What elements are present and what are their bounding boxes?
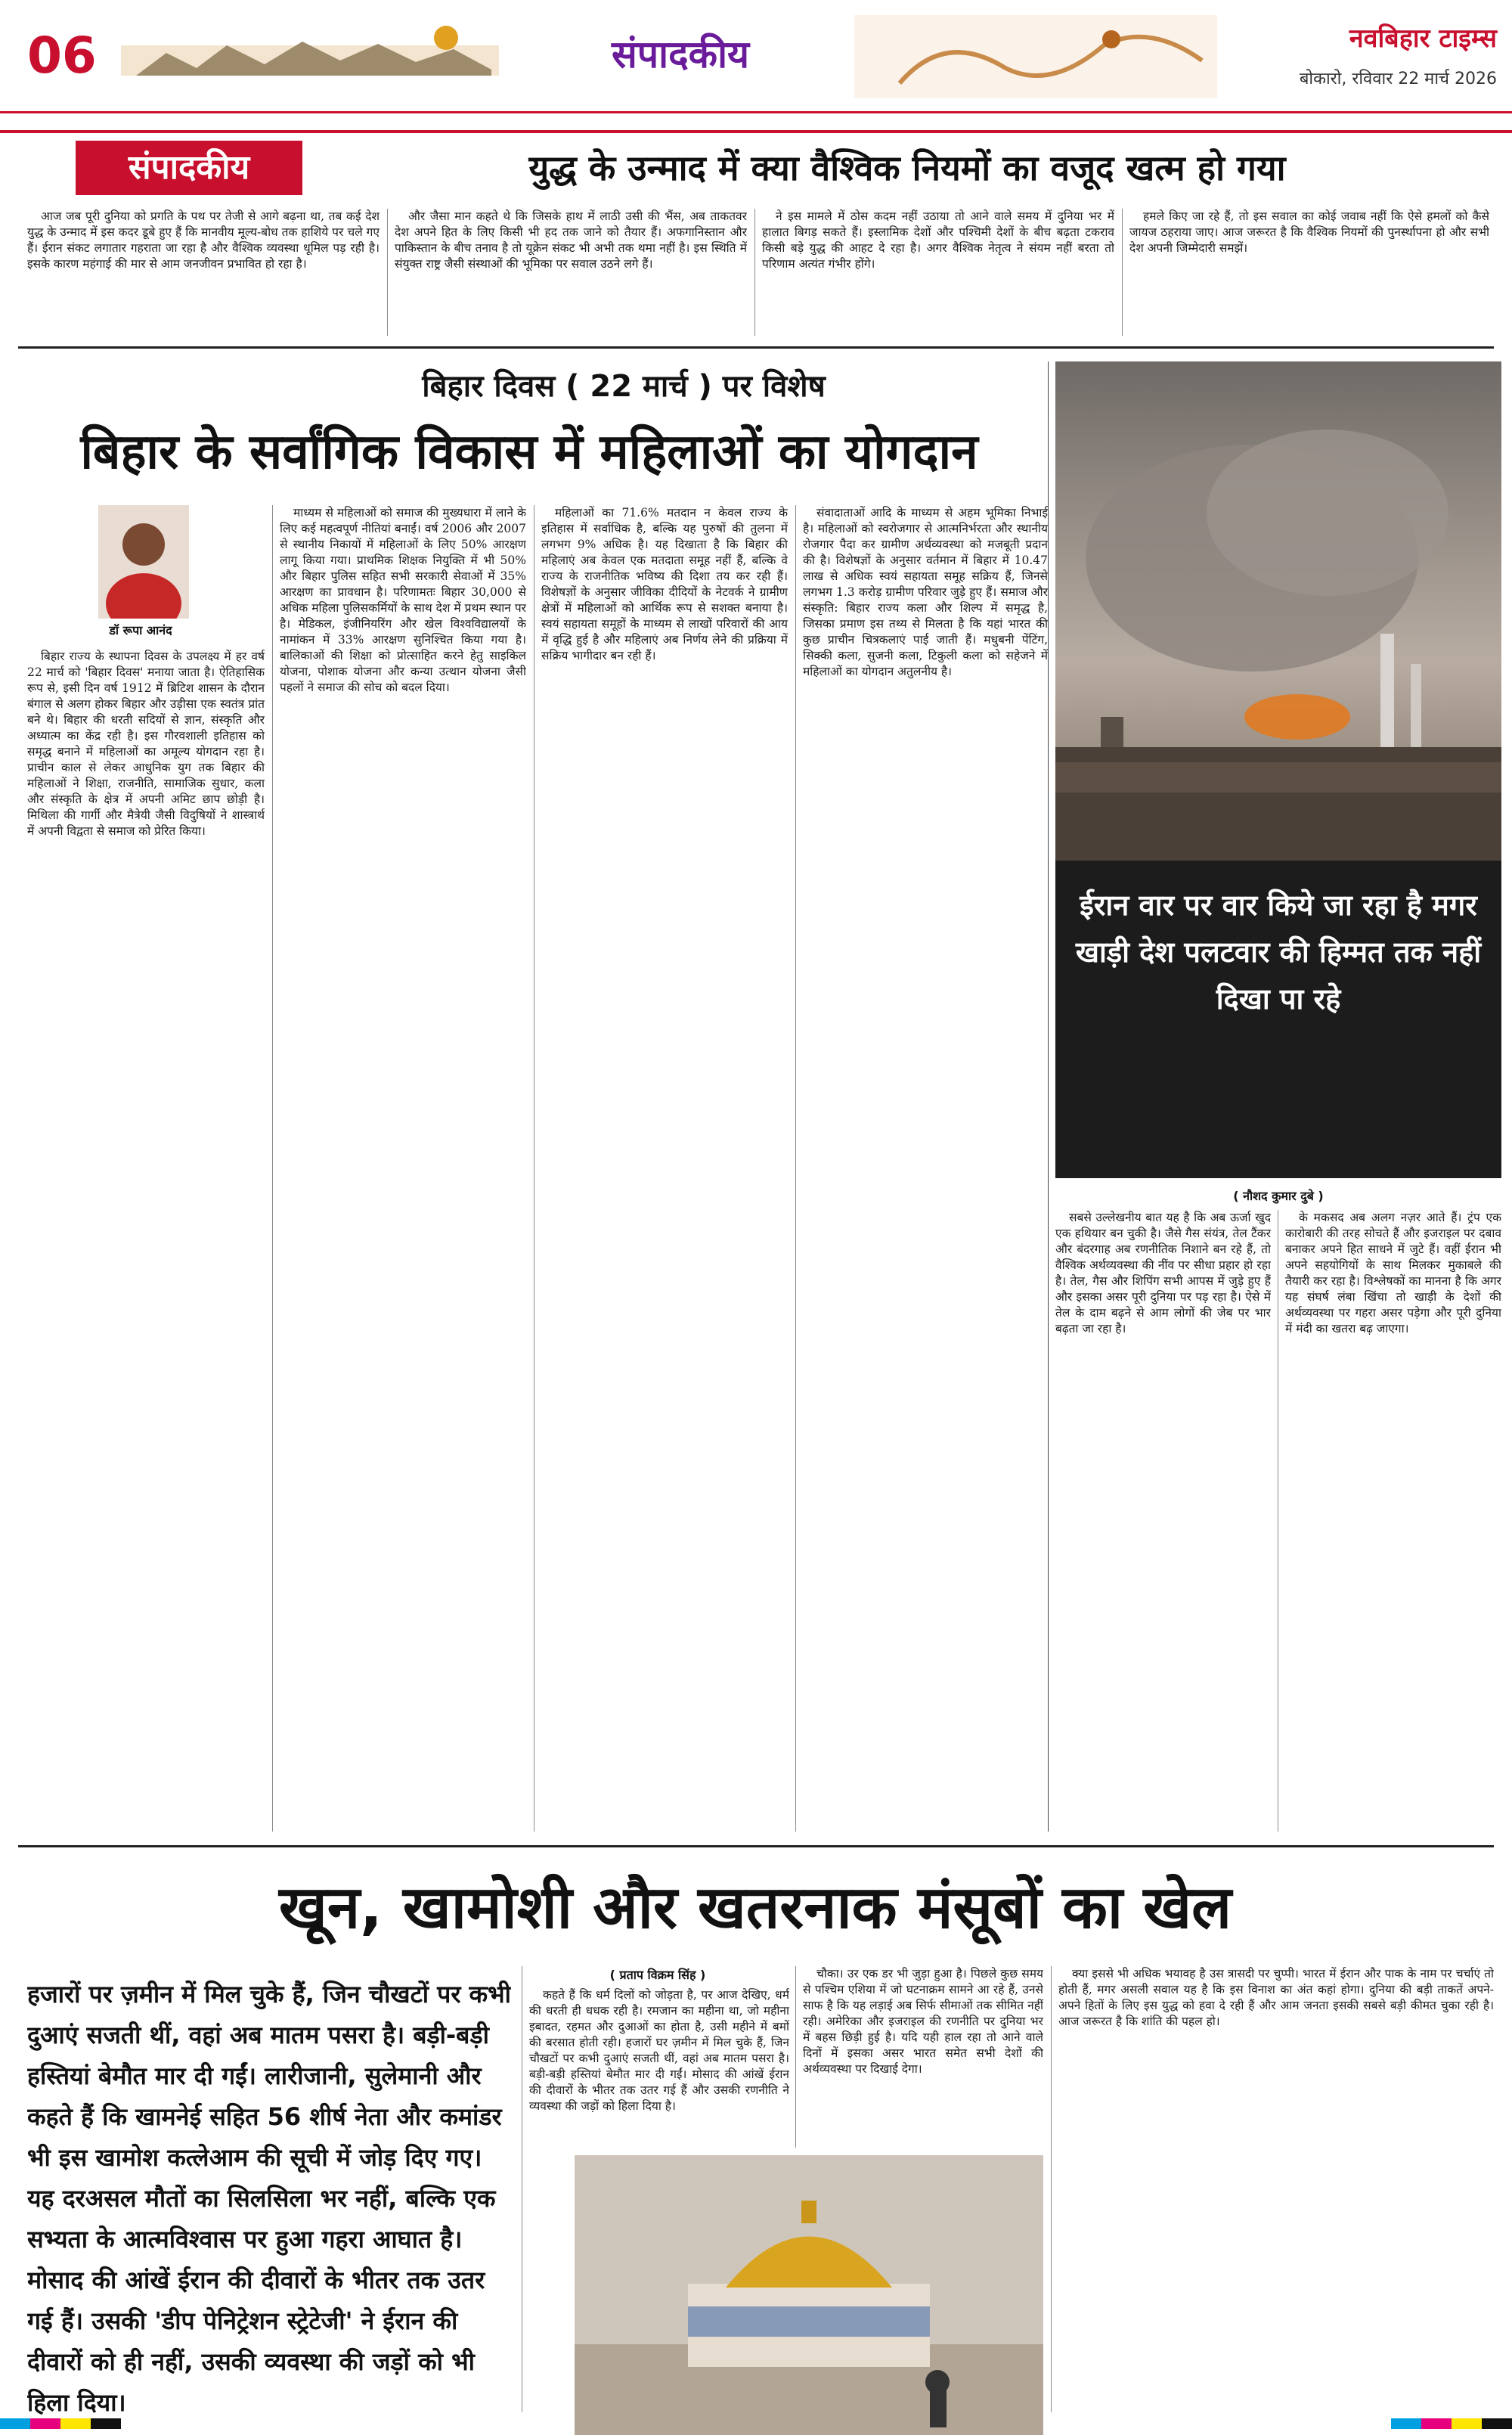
author-photo bbox=[98, 505, 189, 619]
registration-strip bbox=[0, 2417, 1512, 2430]
feature-kicker: बिहार दिवस ( 22 मार्च ) पर विशेष bbox=[422, 369, 826, 404]
column-divider bbox=[1122, 209, 1123, 336]
editorial-headline: युद्ध के उन्माद में क्या वैश्विक नियमों का वजूद खत्म हो गया bbox=[528, 147, 1286, 188]
bottom-pullquote: हजारों पर ज़मीन में मिल चुके हैं, जिन चौखटों पर कभी दुआएं सजती थीं, वहां अब मातम पसरा है। बड़ी-बड़ी हस्तियां बेमौत मार दी गईं। लारीजानी, सुलेमानी और कहते हैं कि खामनेई सहित 56 शीर्ष नेता और कमांडर भी इस खामोश कत्लेआम की सूची में जोड़ दिए गए। यह दरअसल मौतों का सिलसिला भर नहीं, बल्कि एक सभ्यता के आत्मविश्वास पर हुआ गहरा आघात है। मोसाद की आंखें ईरान की दीवारों के भीतर तक उतर गई हैं। उसकी 'डीप पेनिट्रेशन स्ट्रेटेजी' ने ईरान की दीवारों को ही नहीं, उसकी व्यवस्था की जड़ों को भी हिला दिया। bbox=[27, 1980, 511, 2417]
editorial-column-2: और जैसा मान कहते थे कि जिसके हाथ में लाठी उसी की भैंस, अब ताकतवर देश अपने हित के लिए किसी भी हद तक जाने को तैयार हैं। अफगानिस्तान और पाकिस्तान के बीच तनाव है तो यूक्रेन संकट भी अभी तक थमा नहीं है। इस स्थिति में संयुक्त राष्ट्र जैसी संस्थाओं की भूमिका पर सवाल उठने लगे हैं। bbox=[395, 209, 747, 271]
masthead-figure-icon bbox=[854, 15, 1217, 98]
author-name: डॉ रूपा आनंद bbox=[109, 623, 172, 637]
dome-of-rock-photo bbox=[575, 2155, 1043, 2435]
column-divider bbox=[387, 209, 388, 336]
iran-column-1: सबसे उल्लेखनीय बात यह है कि अब ऊर्जा खुद एक हथियार बन चुकी है। जैसे गैस संयंत्र, तेल टैंकर और बंदरगाह अब रणनीतिक निशाने बन रहे हैं, तो वैश्विक अर्थव्यवस्था की नींव पर सीधा प्रहार हो रहा है। तेल, गैस और शिपिंग सभी आपस में जुड़े हुए हैं और इसका असर पूरी दुनिया पर पड़ रहा है। ऐसे में तेल के दाम बढ़ने से आम लोगों की जेब पर भार बढ़ता जा रहा है। bbox=[1055, 1211, 1271, 1335]
iran-war-photo bbox=[1055, 361, 1501, 861]
masthead-decoration-icon bbox=[121, 15, 499, 98]
bottom-story-rule bbox=[18, 1845, 1494, 1847]
editorial-column-4: हमले किए जा रहे हैं, तो इस सवाल का कोई जवाब नहीं कि ऐसे हमलों को कैसे जायज ठहराया जाए। आज जरूरत है कि वैश्विक नियमों की पुनर्स्थापना हो और सभी देश अपनी जिम्मेदारी समझें। bbox=[1129, 209, 1489, 255]
editorial-top-rule bbox=[0, 130, 1512, 133]
section-title: संपादकीय bbox=[611, 33, 750, 76]
author-portrait-icon bbox=[98, 505, 189, 619]
column-divider bbox=[754, 209, 755, 336]
feature-headline: बिहार के सर्वांगिक विकास में महिलाओं का योगदान bbox=[80, 424, 978, 480]
editorial-column-3: ने इस मामले में ठोस कदम नहीं उठाया तो आने वाले समय में दुनिया भर में हालात बिगड़ सकते हैं। इस्लामिक देशों और पश्चिमी देशों के बीच बढ़ता टकराव किसी बड़े युद्ध की आहट दे रहा है। अगर वैश्विक नेतृत्व ने संयम नहीं बरता तो परिणाम अत्यंत गंभीर होंगे। bbox=[762, 209, 1114, 271]
column-divider bbox=[795, 505, 796, 1832]
masthead bbox=[0, 0, 1512, 113]
bottom-column-1: कहते हैं कि धर्म दिलों को जोड़ता है, पर आज देखिए, धर्म की धरती ही धधक रही है। रमजान का महीना था, जो महीना इबादत, रहमत और दुआओं का होता है, उसी महीने में बमों की बरसात होती रही। हजारों घर ज़मीन में मिल चुके हैं, जिन चौखटों पर कभी दुआएं सजती थीं, वहां अब मातम पसरा है। बड़ी-बड़ी हस्तियां बेमौत मार दी गईं। मोसाद की आंखें ईरान की दीवारों के भीतर तक उतर गई हैं और उसकी रणनीति ने व्यवस्था की जड़ों को हिला दिया है। bbox=[529, 1988, 789, 2113]
bottom-column-2: चौका। उर एक डर भी जुड़ा हुआ है। पिछले कुछ समय से पश्चिम एशिया में जो घटनाक्रम सामने आ रहे हैं, उनसे साफ है कि यह लड़ाई अब सिर्फ सीमाओं तक सीमित नहीं रही। अमेरिका और इजराइल की रणनीति पर दुनिया भर में बहस छिड़ी हुई है। यदि यही हाल रहा तो आने वाले दिनों में इसका असर भारत समेत सभी देशों की अर्थव्यवस्था पर दिखाई देगा। bbox=[803, 1967, 1043, 2076]
editorial-column-1: आज जब पूरी दुनिया को प्रगति के पथ पर तेजी से आगे बढ़ना था, तब कई देश युद्ध के उन्माद में इस कदर डूबे हुए हैं कि मानवीय मूल्य-बोध तक हाशिये पर चले गए हैं। ईरान संकट लगातार गहराता जा रहा है और वैश्विक व्यवस्था धूमिल पड़ रही है। इसके कारण महंगाई की मार से आम जनजीवन प्रभावित हो रहा है। bbox=[27, 209, 380, 271]
column-divider bbox=[272, 505, 273, 1832]
iran-headline: ईरान वार पर वार किये जा रहा है मगर खाड़ी देश पलटवार की हिम्मत तक नहीं दिखा पा रहे bbox=[1055, 861, 1501, 1178]
dateline: बोकारो, रविवार 22 मार्च 2026 bbox=[1299, 70, 1497, 88]
feature-column-4: संवादाताओं आदि के माध्यम से अहम भूमिका निभाई है। महिलाओं को स्वरोजगार से आत्मनिर्भरता और स्थानीय रोजगार पैदा कर ग्रामीण अर्थव्यवस्था को मजबूती प्रदान की है। विशेषज्ञों के अनुसार वर्तमान में बिहार में 10.47 लाख से अधिक स्वयं सहायता समूह सक्रिय हैं, जिनसे लगभग 1.3 करोड़ ग्रामीण परिवार जुड़े हुए हैं। समाज और संस्कृति: बिहार राज्य कला और शिल्प में समृद्ध है, जिसका प्रमाण इस तथ्य से मिलता है कि यहां भारत की कुछ प्राचीन चित्रकलाएं पाई जाती हैं। मधुबनी पेंटिंग, सिक्की कला, सुजनी कला, टिकुली कला को सहेजने में महिलाओं का योगदान अतुलनीय है। bbox=[803, 506, 1048, 678]
smoke-skyline-icon bbox=[1055, 361, 1501, 861]
section-divider bbox=[1048, 361, 1049, 1832]
editorial-label: संपादकीय bbox=[76, 141, 302, 195]
iran-byline: ( नौशद कुमार दुबे ) bbox=[1233, 1189, 1324, 1203]
feature-column-3: महिलाओं का 71.6% मतदान न केवल राज्य के इतिहास में सर्वाधिक है, बल्कि यह पुरुषों की तुलना में लगभग 9% अधिक है। यह दिखाता है कि बिहार की महिलाएं अब केवल एक मतदाता समूह नहीं हैं, बल्कि वे राज्य के राजनीतिक भविष्य की दिशा तय कर रही हैं। विशेषज्ञों के अनुसार जीविका दीदियों के नेटवर्क ने ग्रामीण क्षेत्रों में महिलाओं को आर्थिक रूप से सशक्त बनाया है। स्वयं सहायता समूहों के माध्यम से लाखों परिवारों की आय में वृद्धि हुई है और महिलाएं अब निर्णय लेने की प्रक्रिया में सक्रिय भागीदार बन रही हैं। bbox=[541, 506, 788, 662]
feature-column-1: बिहार राज्य के स्थापना दिवस के उपलक्ष्य में हर वर्ष 22 मार्च को 'बिहार दिवस' मनाया जाता है। ऐतिहासिक रूप से, इसी दिन वर्ष 1912 में ब्रिटिश शासन के दौरान बंगाल से अलग होकर बिहार और उड़ीसा एक स्वतंत्र प्रांत बने थे। बिहार की धरती सदियों से ज्ञान, संस्कृति और अध्यात्म का केंद्र रही है। इस गौरवशाली इतिहास को समृद्ध बनाने में महिलाओं का अमूल्य योगदान रहा है। प्राचीन काल से लेकर आधुनिक युग तक बिहार की महिलाओं ने शिक्षा, राजनीति, सामाजिक सुधार, कला और संस्कृति के क्षेत्र में अपनी अमिट छाप छोड़ी है। मिथिला की गार्गी और मैत्रेयी जैसी विदुषियों ने शास्त्रार्थ में अपनी विद्वता से समाज को प्रेरित किया। bbox=[27, 650, 265, 838]
feature-column-2: माध्यम से महिलाओं को समाज की मुख्यधारा में लाने के लिए कई महत्वपूर्ण नीतियां बनाईं। वर्ष 2006 और 2007 से स्थानीय निकायों में महिलाओं के लिए 50% आरक्षण लागू किया गया। प्राथमिक शिक्षक नियुक्ति में भी 50% और बिहार पुलिस सहित सभी सरकारी सेवाओं में 35% आरक्षण का प्रावधान है। परिणामतः बिहार 30,000 से अधिक महिला पुलिसकर्मियों के साथ देश में प्रथम स्थान पर है। मेडिकल, इंजीनियरिंग और खेल विश्वविद्यालयों के नामांकन में 33% आरक्षण सुनिश्चित किया गया है। बालिकाओं की शिक्षा को प्रोत्साहित करने हेतु साइकिल योजना, पोशाक योजना और कन्या उत्थान योजना जैसी पहलों ने समाज की सोच को बदल दिया। bbox=[280, 506, 526, 694]
column-divider bbox=[1051, 1966, 1052, 2412]
bottom-byline: ( प्रताप विक्रम सिंह ) bbox=[609, 1968, 706, 1982]
bottom-column-3: क्या इससे भी अधिक भयावह है उस त्रासदी पर चुप्पी। भारत में ईरान और पाक के नाम पर चर्चाएं तो होती हैं, मगर असली सवाल यह है कि इस विनाश का अंत कहां होगा। दुनिया की बड़ी ताकतें अपने-अपने हितों के लिए इस युद्ध को हवा दे रही हैं और आम जनता इसकी सबसे बड़ी कीमत चुका रही है। आज जरूरत है कि शांति की पहल हो। bbox=[1058, 1967, 1494, 2028]
page-number: 06 bbox=[27, 26, 97, 85]
bottom-headline: खून, खामोशी और खतरनाक मंसूबों का खेल bbox=[279, 1874, 1232, 1942]
column-divider bbox=[795, 1966, 796, 2148]
editorial-bottom-rule bbox=[18, 346, 1494, 349]
iran-column-2: के मकसद अब अलग नज़र आते हैं। ट्रंप एक कारोबारी की तरह सोचते हैं और इजराइल पर दबाव बनाकर अपने हित साधने में जुटे हैं। वहीं ईरान भी अपने सहयोगियों के साथ मिलकर मुकाबले की तैयारी कर रहा है। विश्लेषकों का मानना है कि अगर यह संघर्ष लंबा खिंचा तो खाड़ी के देशों की अर्थव्यवस्था पर गहरा असर पड़ेगा और पूरी दुनिया में मंदी का खतरा बढ़ जाएगा। bbox=[1285, 1211, 1501, 1335]
dome-icon bbox=[575, 2155, 1043, 2435]
brand-name: नवबिहार टाइम्स bbox=[1349, 23, 1497, 54]
